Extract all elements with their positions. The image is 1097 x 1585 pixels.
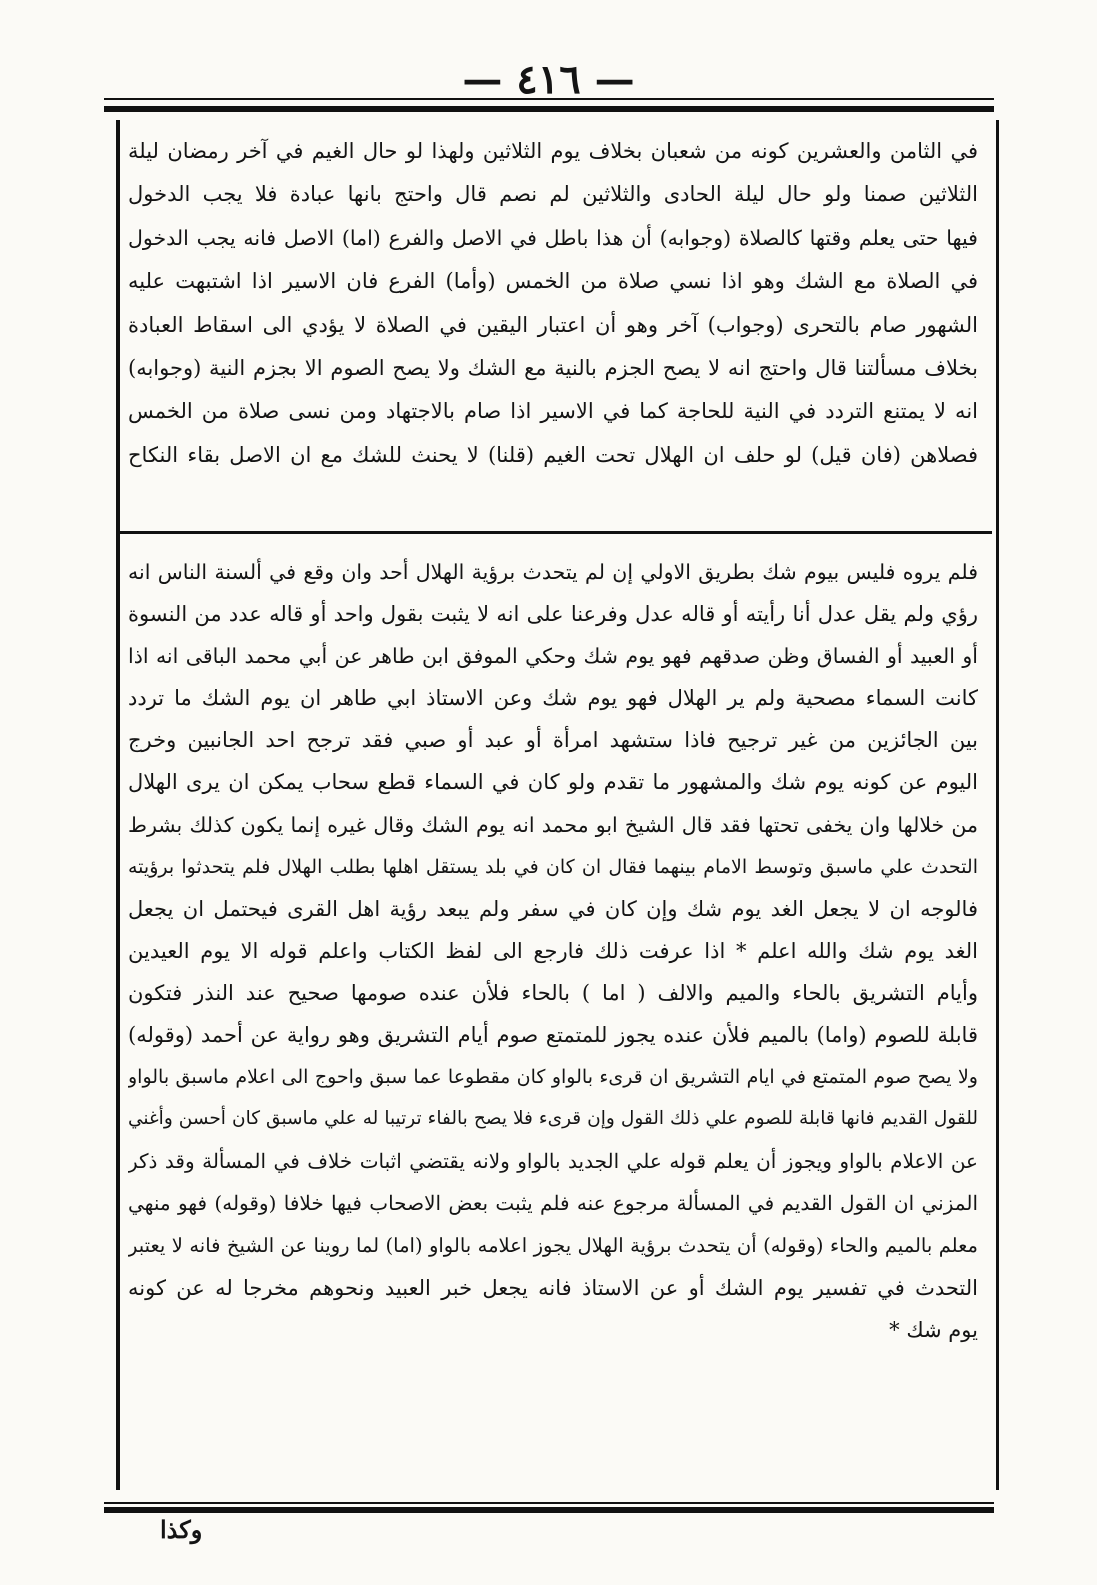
body-line: أو العبيد أو الفساق وظن صدقهم فهو يوم شك وحكي الموفق ابن طاهر عن أبي محمد الباقى انه اذا: [128, 644, 978, 669]
body-line: كانت السماء مصحية ولم ير الهلال فهو يوم شك وعن الاستاذ ابي طاهر ان يوم الشك ما تردد: [128, 686, 978, 711]
body-line: معلم بالميم والحاء (وقوله) أن يتحدث برؤية الهلال يجوز اعلامه بالواو (اما) لما روينا عن الشيخ فانه لا يعتبر: [128, 1233, 978, 1257]
body-line: يوم شك *: [889, 1317, 978, 1342]
body-line: قابلة للصوم (واما) بالميم فلأن عنده يجوز للمتمتع صوم أيام التشريق وهو رواية عن أحمد (وقوله): [128, 1023, 978, 1048]
body-line: رؤي ولم يقل عدل أنا رأيته أو قاله عدل وفرعنا على انه لا يثبت بقول واحد أو قاله عدد من النسوة: [128, 602, 978, 627]
bottom-rule: [104, 1502, 994, 1504]
body-line: بين الجائزين من غير ترجيح فاذا ستشهد امرأة أو عبد أو صبي فقد ترجح احد الجانبين وخرج: [128, 728, 978, 753]
commentary-block: [128, 130, 978, 477]
body-line: التحدث في تفسير يوم الشك أو عن الاستاذ فانه يجعل خبر العبيد ونحوهم مخرجا له عن كونه: [128, 1275, 978, 1300]
body-line: فلم يروه فليس بيوم شك بطريق الاولي إن لم يتحدث برؤية الهلال أحد وان وقع في ألسنة الناس انه: [128, 560, 978, 584]
page-number: — ٤١٦ —: [462, 56, 635, 103]
commentary-line: فصلاهن (فان قيل) لو حلف ان الهلال تحت الغيم (قلنا) لا يحنث للشك مع ان الاصل بقاء النكاح: [128, 442, 978, 467]
commentary-line: في الصلاة مع الشك وهو اذا نسي صلاة من الخمس (وأما) الفرع فان الاسير اذا اشتبهت عليه: [128, 269, 978, 294]
body-line: التحدث علي ماسبق وتوسط الامام بينهما فقال ان كان في بلد يستقل اهلها بطلب الهلال فلم يتحدثوا برؤيته: [128, 855, 978, 878]
commentary-line: انه لا يمتنع التردد في النية للحاجة كما في الاسير اذا صام بالاجتهاد ومن نسى صلاة من الخمس: [128, 399, 978, 424]
body-line: من خلالها وان يخفى تحتها فقد قال الشيخ ابو محمد انه يوم الشك وقال غيره إنما يكون كذلك بشرط: [128, 812, 978, 837]
body-line: وأيام التشريق بالحاء والميم والالف ( اما ) بالحاء فلأن عنده صومها صحيح عند النذر فتكون: [128, 980, 978, 1005]
commentary-line: الثلاثين صمنا ولو حال ليلة الحادى والثلاثين لم نصم قال واحتج بانها عبادة فلا يجب الدخول: [128, 182, 978, 207]
body-line: ولا يصح صوم المتمتع في ايام التشريق ان قرىء بالواو كان مقطوعا عما سبق واحوج الى اعلام ماسبق بالواو: [128, 1066, 978, 1089]
body-line: للقول القديم فانها قابلة للصوم علي ذلك القول وإن قرىء فلا يصح بالفاء ترتيبا له علي ماسبق كان أحسن وأغني: [128, 1108, 978, 1130]
catchword: وكذا: [160, 1515, 203, 1544]
section-divider: [116, 531, 992, 534]
body-line: المزني ان القول القديم في المسألة مرجوع عنه فلم يثبت بعض الاصحاب فيها خلافا (وقوله) فهو منهي: [128, 1191, 978, 1216]
main-text-block: [128, 551, 978, 1351]
body-line: عن الاعلام بالواو ويجوز أن يعلم قوله علي الجديد بالواو ولانه يقتضي اثبات خلاف في المسألة وقد ذكر: [128, 1149, 978, 1174]
body-line: الغد يوم شك والله اعلم * اذا عرفت ذلك فارجع الى لفظ الكتاب واعلم قوله الا يوم العيدين: [128, 938, 978, 963]
body-line: اليوم عن كونه يوم شك والمشهور ما تقدم ولو كان في السماء قطع سحاب يمكن ان يرى الهلال: [128, 770, 978, 795]
body-line: فالوجه ان لا يجعل الغد يوم شك وإن كان في سفر ولم يبعد رؤية اهل القرى فيحتمل ان يجعل: [128, 896, 978, 921]
commentary-line: بخلاف مسألتنا قال واحتج انه لا يصح الجزم بالنية مع الشك ولا يصح الصوم الا بجزم النية (وجوابه): [128, 355, 978, 380]
commentary-line: فيها حتى يعلم وقتها كالصلاة (وجوابه) أن هذا باطل في الاصل والفرع (اما) الاصل فانه يجب الدخول: [128, 225, 978, 250]
commentary-line: في الثامن والعشرين كونه من شعبان بخلاف يوم الثلاثين ولهذا لو حال الغيم في آخر رمضان ليلة: [128, 139, 978, 163]
commentary-line: الشهور صام بالتحرى (وجواب) آخر وهو أن اعتبار اليقين في الصلاة لا يؤدي الى اسقاط العبادة: [128, 312, 978, 337]
